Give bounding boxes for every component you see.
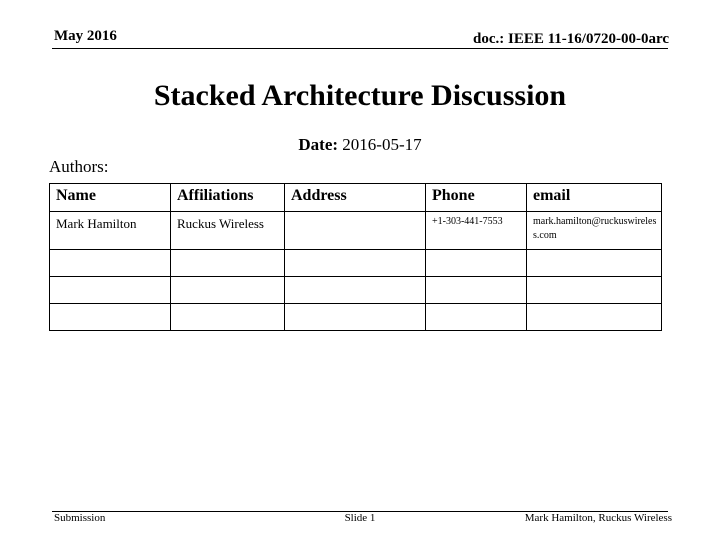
cell-affiliation	[171, 212, 285, 250]
author-affiliation: Ruckus Wireless	[177, 216, 264, 231]
col-header-email: email	[527, 184, 662, 212]
author-name: Mark Hamilton	[56, 216, 137, 231]
authors-label: Authors:	[49, 157, 109, 176]
cell-name	[50, 277, 171, 304]
cell-email	[527, 250, 662, 277]
cell-address	[285, 277, 426, 304]
cell-email	[527, 304, 662, 331]
table-row	[50, 212, 662, 250]
table-header-row	[50, 184, 662, 212]
author-phone: +1-303-441-7553	[432, 216, 503, 227]
cell-name	[50, 250, 171, 277]
date-value: 2016-05-17	[342, 135, 422, 154]
col-header-phone: Phone	[426, 184, 527, 212]
header-divider	[52, 48, 668, 49]
slide-date	[0, 135, 720, 155]
footer-author: Mark Hamilton, Ruckus Wireless	[524, 512, 672, 524]
cell-phone	[426, 304, 527, 331]
cell-phone	[426, 212, 527, 250]
col-header-address: Address	[285, 184, 426, 212]
cell-address	[285, 212, 426, 250]
cell-affiliation	[171, 304, 285, 331]
cell-affiliation	[171, 250, 285, 277]
cell-affiliation	[171, 277, 285, 304]
col-header-affiliations: Affiliations	[171, 184, 285, 212]
author-email: mark.hamilton@ruckuswireless.com	[533, 216, 657, 241]
cell-address	[285, 304, 426, 331]
footer-slide-number: Slide 1	[344, 512, 376, 524]
table-row	[50, 304, 662, 331]
cell-phone	[426, 277, 527, 304]
slide-title: Stacked Architecture Discussion	[153, 79, 567, 112]
authors-table	[49, 183, 662, 331]
cell-name	[50, 304, 171, 331]
cell-name	[50, 212, 171, 250]
header-doc-id: doc.: IEEE 11-16/0720-00-0arc	[473, 31, 669, 47]
cell-address	[285, 250, 426, 277]
footer-submission: Submission	[54, 512, 106, 524]
author-address	[285, 212, 425, 215]
date-label: Date:	[298, 135, 339, 154]
table-row	[50, 250, 662, 277]
cell-phone	[426, 250, 527, 277]
table-row	[50, 277, 662, 304]
cell-email	[527, 212, 662, 250]
header-date: May 2016	[54, 28, 117, 44]
cell-email	[527, 277, 662, 304]
col-header-name: Name	[50, 184, 171, 212]
